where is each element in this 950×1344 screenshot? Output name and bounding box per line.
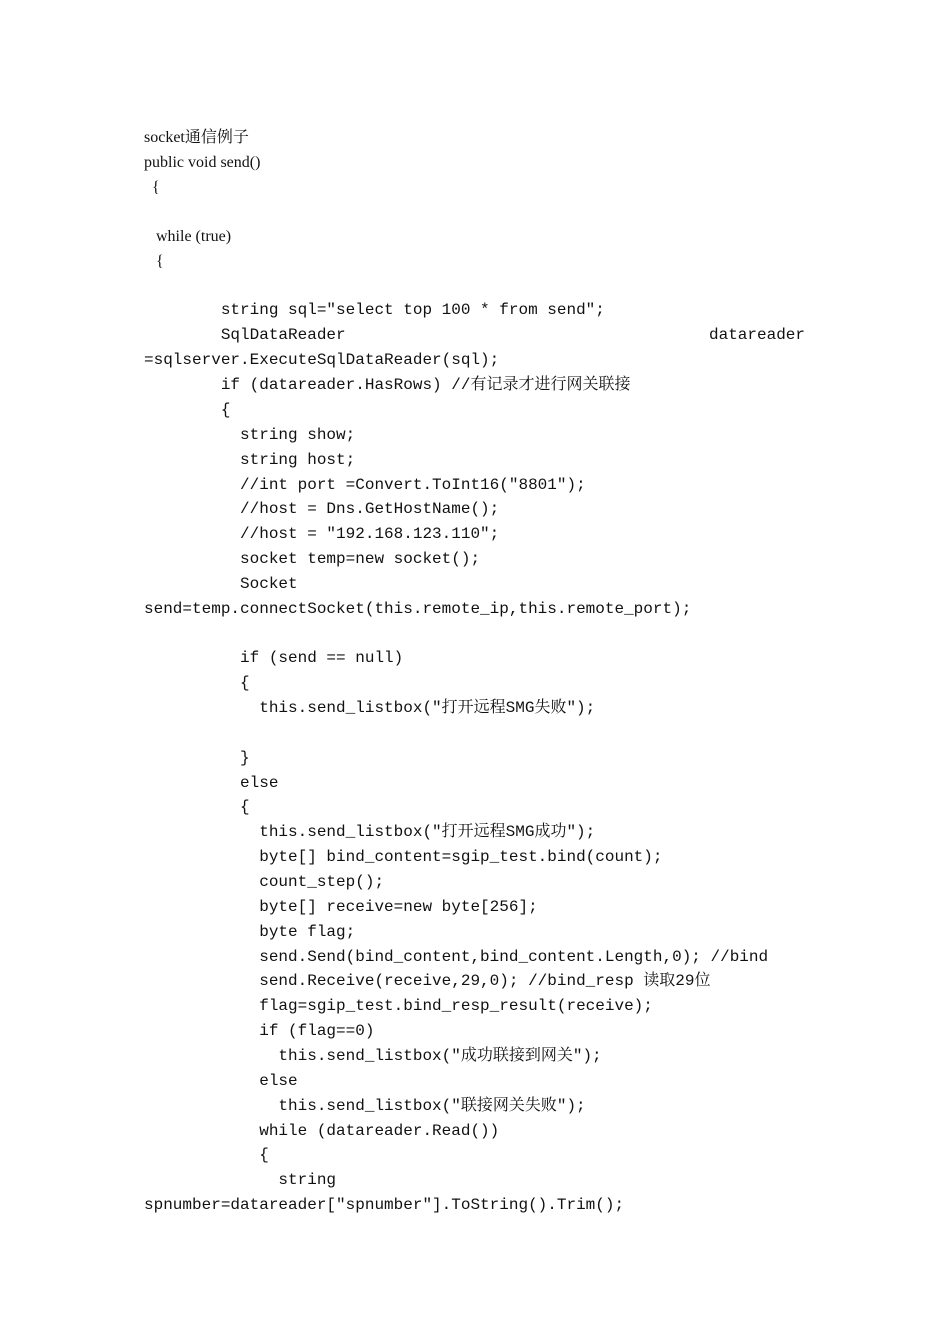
code-line: this.send_listbox("打开远程SMG成功"); [144,823,596,841]
code-line: send.Send(bind_content,bind_content.Length,0); //bind [144,948,769,966]
code-line: byte[] bind_content=sgip_test.bind(count); [144,848,663,866]
code-line: string sql="select top 100 * from send"; [144,301,605,319]
code-line: while (true) [144,228,232,245]
code-line: this.send_listbox("联接网关失败"); [144,1097,586,1115]
code-line: { [144,401,231,419]
code-line: //host = "192.168.123.110"; [144,525,500,543]
code-line: byte[] receive=new byte[256]; [144,898,538,916]
code-line: send.Receive(receive,29,0); //bind_resp 读取29位 [144,972,711,990]
code-line: { [144,1146,269,1164]
code-line: //int port =Convert.ToInt16("8801"); [144,476,586,494]
code-line: =sqlserver.ExecuteSqlDataReader(sql); [144,351,500,369]
code-line: SqlDataReader [144,326,346,344]
code-line: public void send() [144,154,261,171]
code-line: else [144,774,279,792]
code-line: if (flag==0) [144,1022,375,1040]
code-line: Socket [144,575,298,593]
code-line: if (datareader.HasRows) //有记录才进行网关联接 [144,376,631,394]
code-line: string [144,1171,337,1189]
code-line: spnumber=datareader["spnumber"].ToString().Trim(); [144,1196,625,1214]
code-line-right-fragment: datareader [708,326,805,344]
code-line: { [144,674,250,692]
code-line: socket temp=new socket(); [144,550,481,568]
code-line: if (send == null) [144,649,404,667]
code-line: //host = Dns.GetHostName(); [144,500,500,518]
code-line: else [144,1072,298,1090]
code-line: flag=sgip_test.bind_resp_result(receive); [144,997,653,1015]
code-line: count_step(); [144,873,385,891]
code-line: { [144,253,164,270]
code-line: } [144,749,250,767]
code-line: string show; [144,426,356,444]
code-line: byte flag; [144,923,356,941]
code-line: { [144,798,250,816]
doc-title: socket通信例子 [144,129,249,146]
code-line: { [144,179,160,196]
code-line: string host; [144,451,356,469]
code-line: this.send_listbox("打开远程SMG失败"); [144,699,596,717]
code-line: while (datareader.Read()) [144,1122,500,1140]
code-line: send=temp.connectSocket(this.remote_ip,this.remote_port); [144,600,692,618]
code-line: this.send_listbox("成功联接到网关"); [144,1047,602,1065]
